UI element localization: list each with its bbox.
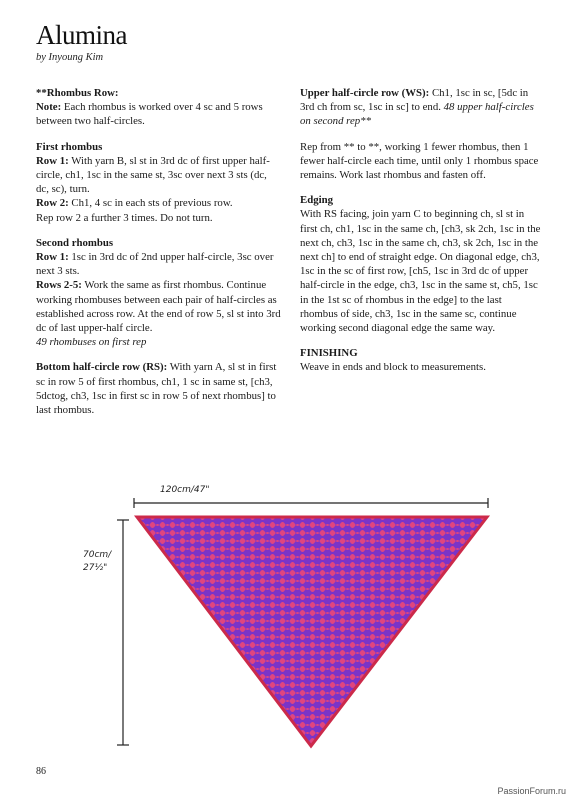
rhombus-row-heading: **Rhombus Row:: [36, 87, 119, 99]
upper-row-label: Upper half-circle row (WS):: [300, 87, 430, 99]
shawl-triangle: [137, 517, 487, 746]
height-label-line2: 27½": [83, 563, 108, 573]
row1-label: Row 1:: [36, 154, 69, 167]
repeat-paragraph: Rep from ** to **, working 1 fewer rhombus, then 1 fewer half-circle each time, until only 1 rhombus space remains. Work last rhombus and fasten off.: [300, 140, 539, 182]
upper-row-count: 48 upper half-circles on second rep**: [300, 101, 534, 128]
sr-rows-label: Rows 2-5:: [36, 279, 82, 292]
finishing-heading: FINISHING: [300, 347, 358, 360]
second-rhombus-heading: Second rhombus: [36, 236, 114, 249]
edging-text: With RS facing, join yarn C to beginning ch, sl st in first ch, ch1, 1sc in the same ch, [ch3, sk 2ch, 1sc in the next ch, ch3, 1sc in the same ch, ch3, sk 2ch, 1sc in the next ch] to end of straight edge. On diagonal edge, ch3, 1sc in the sc of first row, [ch5, 1sc in 3rd dc of upper half-circle in the edge, ch3, 1sc in the same st, ch5, 1sc in the 1st sc of rhombus in the edge] to the last rhombus of side, ch3, 1sc in the same sc, continue working second diagonal edge the same way.: [300, 208, 541, 335]
row2-repeat: Rep row 2 a further 3 times. Do not turn.: [36, 211, 213, 224]
note-label: Note:: [36, 101, 62, 114]
watermark: PassionForum.ru: [497, 786, 566, 796]
edging-heading: Edging: [300, 194, 334, 207]
note-text: Each rhombus is worked over 4 sc and 5 rows between two half-circles.: [36, 101, 263, 128]
first-rhombus-heading: First rhombus: [36, 140, 103, 153]
row2-text: Ch1, 4 sc in each sts of previous row.: [68, 197, 233, 210]
height-dimension: [83, 520, 129, 745]
bottom-row-label: Bottom half-circle row (RS):: [36, 361, 168, 374]
finishing-text: Weave in ends and block to measurements.: [300, 361, 486, 374]
height-label-line1: 70cm/: [83, 550, 112, 560]
sr-row1-text: 1sc in 3rd dc of 2nd upper half-circle, 3sc over next 3 sts.: [36, 251, 274, 278]
width-dimension: [134, 485, 488, 508]
row2-label: Row 2:: [36, 197, 69, 210]
bottom-row-text: With yarn A, sl st in first sc in row 5 of first rhombus, ch1, 1 sc in same st, [ch3, 5dctog, ch3, 1sc in first sc in row 5 of next rhombus] to last rhombus.: [36, 361, 277, 417]
page-number: 86: [36, 766, 46, 777]
byline: by Inyoung Kim: [36, 52, 104, 63]
sr-rows-text: Work the same as first rhombus. Continue working rhombuses between each pair of half-circles as established across row. At the end of row 5, sl st into 3rd dc of last upper-half circle.: [36, 279, 281, 335]
rhombus-count: 49 rhombuses on first rep: [36, 336, 147, 349]
pattern-title: Alumina: [36, 20, 127, 50]
width-label: 120cm/47": [160, 485, 210, 495]
row1-text: With yarn B, sl st in 3rd dc of first upper half-circle, ch1, 1sc in the same st, 3sc over next 3 sts (dc, dc, sc), turn.: [36, 154, 270, 196]
sr-row1-label: Row 1:: [36, 251, 69, 264]
upper-row-text: Ch1, 1sc in sc, [5dc in 3rd ch from sc, 1sc in sc] to end.: [300, 87, 529, 114]
